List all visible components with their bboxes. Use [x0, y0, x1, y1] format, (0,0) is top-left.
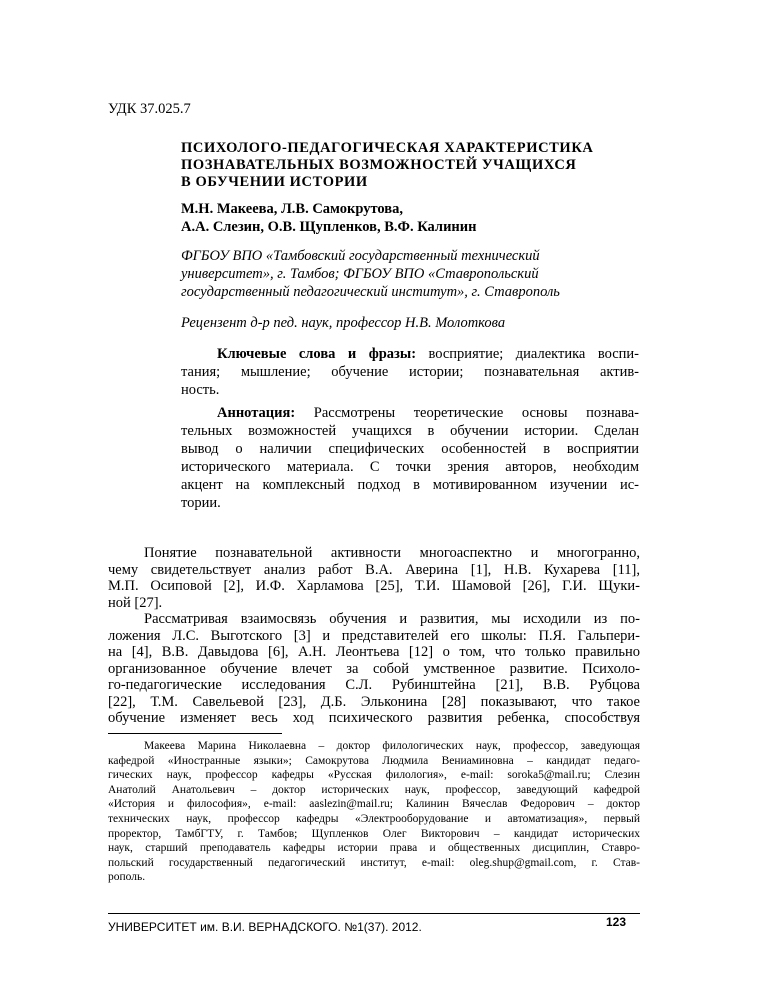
authors-line: А.А. Слезин, О.В. Щупленков, В.Ф. Калинин	[181, 219, 477, 235]
keywords-line	[181, 345, 639, 363]
journal-footer: УНИВЕРСИТЕТ им. В.И. ВЕРНАДСКОГО. №1(37). 2012.	[108, 920, 422, 934]
abstract-line: исторического материала. С точки зрения авторов, необходим	[181, 459, 639, 475]
footnote-line: технических наук, профессор кафедры «Электрооборудование и автоматизация», первый	[108, 812, 640, 825]
authors-line: М.Н. Макеева, Л.В. Самокрутова,	[181, 201, 403, 217]
keywords-label: Ключевые слова и фразы:	[217, 346, 417, 362]
title-line: ПОЗНАВАТЕЛЬНЫХ ВОЗМОЖНОСТЕЙ УЧАЩИХСЯ	[181, 157, 577, 173]
body-line: ной [27].	[108, 594, 163, 611]
keywords-line: тания; мышление; обучение истории; познавательная актив-	[181, 364, 639, 380]
body-line: Рассматривая взаимосвязь обучения и развития, мы исходили из по-	[144, 611, 640, 627]
abstract-line: акцент на комплексный подход в мотивированном изучении ис-	[181, 477, 639, 493]
footnote-line: Макеева Марина Николаевна – доктор филологических наук, профессор, заведующая	[144, 740, 640, 752]
body-line: обучение изменяет весь ход психического развития ребенка, способствуя	[108, 710, 640, 726]
abstract-label: Аннотация:	[217, 405, 296, 421]
footnote-divider	[108, 733, 282, 734]
footnote-line: наук, старший преподаватель кафедры истории права и общественных дисциплин, Ставро-	[108, 842, 640, 855]
abstract-text: Рассмотрены теоретические основы познава-	[295, 405, 639, 421]
footnote-line: польский государственный педагогический институт, e-mail: oleg.shup@gmail.com, г. Став-	[108, 856, 640, 869]
title-line: В ОБУЧЕНИИ ИСТОРИИ	[181, 174, 368, 190]
affiliation-line: государственный педагогический институт», г. Ставрополь	[181, 284, 560, 300]
keywords-text: восприятие; диалектика воспи-	[416, 346, 639, 362]
keywords-line: ность.	[181, 382, 220, 398]
affiliation-line: университет», г. Тамбов; ФГБОУ ВПО «Ставропольский	[181, 266, 539, 282]
body-text	[108, 545, 640, 727]
author-footnote	[108, 739, 640, 885]
abstract-block	[181, 404, 639, 512]
affiliation-line: ФГБОУ ВПО «Тамбовский государственный технический	[181, 248, 540, 264]
authors	[181, 200, 661, 236]
body-line: чему свидетельствует анализ работ В.А. Аверина [1], Н.В. Кухарева [11],	[108, 561, 640, 578]
abstract-line: тельных возможностей учащихся в обучении истории. Сделан	[181, 423, 639, 439]
body-line: организованное обучение влечет за собой умственное развитие. Психоло-	[108, 660, 640, 677]
keywords-block	[181, 345, 639, 399]
article-title	[181, 140, 661, 191]
body-line: [22], Т.М. Савельевой [23], Д.Б. Эльконина [28] показывают, что такое	[108, 693, 640, 710]
footnote-line: «История и философия», e-mail: aaslezin@mail.ru; Калинин Вячеслав Федорович – доктор	[108, 798, 640, 811]
page-number: 123	[606, 915, 627, 929]
footnote-line: кафедрой «Иностранные языки»; Самокрутова Людмила Вениаминовна – кандидат педаго-	[108, 754, 640, 767]
body-line: ложения Л.С. Выготского [3] и представителей его школы: П.Я. Гальпери-	[108, 627, 640, 644]
abstract-line	[181, 404, 639, 422]
abstract-line: вывод о наличии специфических особенностей в восприятии	[181, 441, 639, 457]
footnote-line: гических наук, профессор кафедры «Русская филология», e-mail: soroka5@mail.ru; Слезин	[108, 769, 640, 782]
title-line: ПСИХОЛОГО-ПЕДАГОГИЧЕСКАЯ ХАРАКТЕРИСТИКА	[181, 140, 594, 156]
affiliation	[181, 247, 651, 301]
udk-code: УДК 37.025.7	[108, 101, 191, 117]
footnote-line: Анатолий Анатольевич – доктор исторических наук, профессор, заведующий кафедрой	[108, 783, 640, 796]
abstract-line: тории.	[181, 495, 221, 511]
body-line: М.П. Осиповой [2], И.Ф. Харламова [25], Т.И. Шамовой [26], Г.И. Щуки-	[108, 578, 640, 594]
reviewer: Рецензент д-р пед. наук, профессор Н.В. Молоткова	[181, 315, 506, 331]
footnote-line: рополь.	[108, 871, 146, 884]
body-line: Понятие познавательной активности многоаспектно и многогранно,	[144, 545, 640, 561]
footnote-line: проректор, ТамбГТУ, г. Тамбов; Щупленков Олег Викторович – кандидат исторических	[108, 827, 640, 840]
footer-divider	[108, 913, 640, 914]
body-line: го-педагогические исследования С.Л. Рубинштейна [21], В.В. Рубцова	[108, 677, 640, 693]
body-line: на [4], В.В. Давыдова [6], А.Н. Леонтьева [12] о том, что только правильно	[108, 644, 640, 660]
